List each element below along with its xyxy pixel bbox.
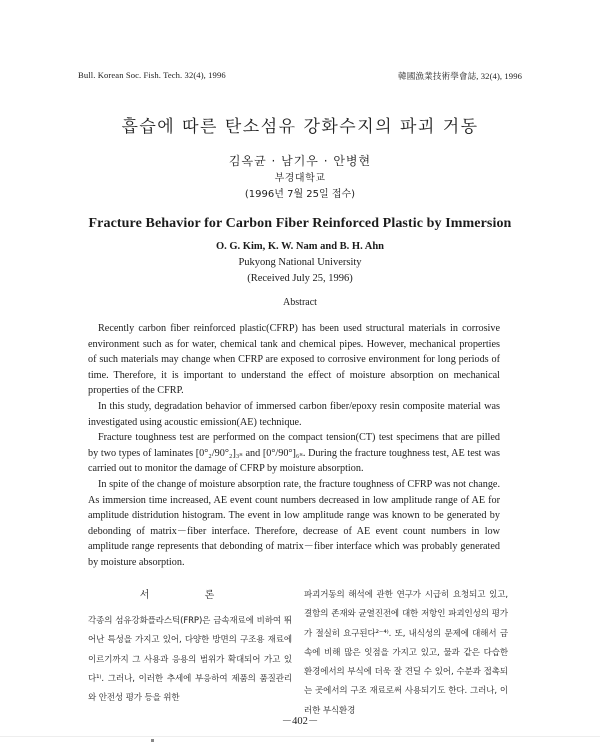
abstract-body: [88, 321, 500, 571]
english-authors: O. G. Kim, K. W. Nam and B. H. Ahn: [215, 241, 385, 252]
running-header-left: Bull. Korean Soc. Fish. Tech. 32(4), 1996: [78, 70, 226, 80]
abstract-paragraph: Fracture toughness test are performed on the compact tension(CT) test specimens that are pilled by two types of laminates [0°₂/90°₂]₃ₛ and [0°/90°]₆ₛ. During the fracture toughness test, AE test was carried out to monitor the damage of CFRP by moisture absorption.: [88, 432, 500, 475]
intro-right-column: [304, 586, 508, 721]
english-affiliation: Pukyong National University: [238, 257, 362, 268]
abstract-paragraph: In spite of the change of moisture absorption rate, the fracture toughness of CFRP was not change. As immersion time increased, AE event count numbers decreased in low amplitude range of AE for amplitude distridution histogram. The event in low amplitude range was known to be generated by debonding of matrix－fiber interface. Therefore, decrease of AE event count numbers in low amplitude range represents that debonding of matrix－fiber interface which was probably generated by moisture absorption.: [88, 478, 500, 568]
korean-affiliation: 부경대학교: [274, 173, 326, 184]
abstract-paragraph: In this study, degradation behavior of immersed carbon fiber/epoxy resin composite material was investigated using acoustic emission(AE) technique.: [88, 400, 500, 428]
intro-left-column: [88, 586, 292, 708]
scan-mark-icon: [150, 738, 155, 743]
english-received-date: (Received July 25, 1996): [247, 273, 353, 284]
abstract-paragraph: Recently carbon fiber reinforced plastic(CFRP) has been used structural materials in corrosive environment such as for water, chemical tank and chemical pipes. However, mechanical properties of such materials may change when CFRP are exposed to corrosive environment for long periods of time. Therefore, it is important to understand the effect of moisture absorption on mechanical properties of the CFRP.: [88, 323, 500, 397]
page-number: －402－: [281, 716, 319, 727]
intro-right-text: 파괴거동의 해석에 관한 연구가 시급히 요청되고 있고, 결함의 존재와 균열진전에 대한 저항인 파괴인성의 평가가 절실히 요구된다²⁻⁴⁾. 또, 내식성의 문제에 대해서 금속에 비해 많은 잇점을 가지고 있고, 물과 같은 다습한 환경에서의 부식에 더욱 잘 견딜 수 있어, 수분과 접촉되는 곳에서의 구조 재료로써 사용되기도 한다. 그러나, 이러한 부식환경: [304, 590, 508, 716]
intro-section-heading: 서 론: [139, 590, 241, 601]
abstract-heading: Abstract: [283, 297, 317, 308]
english-title: Fracture Behavior for Carbon Fiber Reinforced Plastic by Immersion: [88, 216, 512, 231]
korean-received-date: (1996년 7월 25일 접수): [244, 189, 356, 200]
intro-left-text: 각종의 섬유강화플라스틱(FRP)은 금속재료에 비하여 뛰어난 특성을 가지고 있어, 다양한 방면의 구조용 재료에 이르기까지 그 사용과 응용의 범위가 확대되어 가고 있다¹⁾. 그러나, 이러한 추세에 부응하여 제품의 품질관리와 안전성 평가 등을 위한: [88, 616, 292, 704]
korean-authors: 김옥균 · 남기우 · 안병현: [228, 154, 372, 168]
korean-title: 흡습에 따른 탄소섬유 강화수지의 파괴 거동: [121, 117, 479, 137]
scan-bottom-rule: [0, 736, 600, 737]
running-header-right: 韓國漁業技術學會誌, 32(4), 1996: [398, 71, 522, 81]
